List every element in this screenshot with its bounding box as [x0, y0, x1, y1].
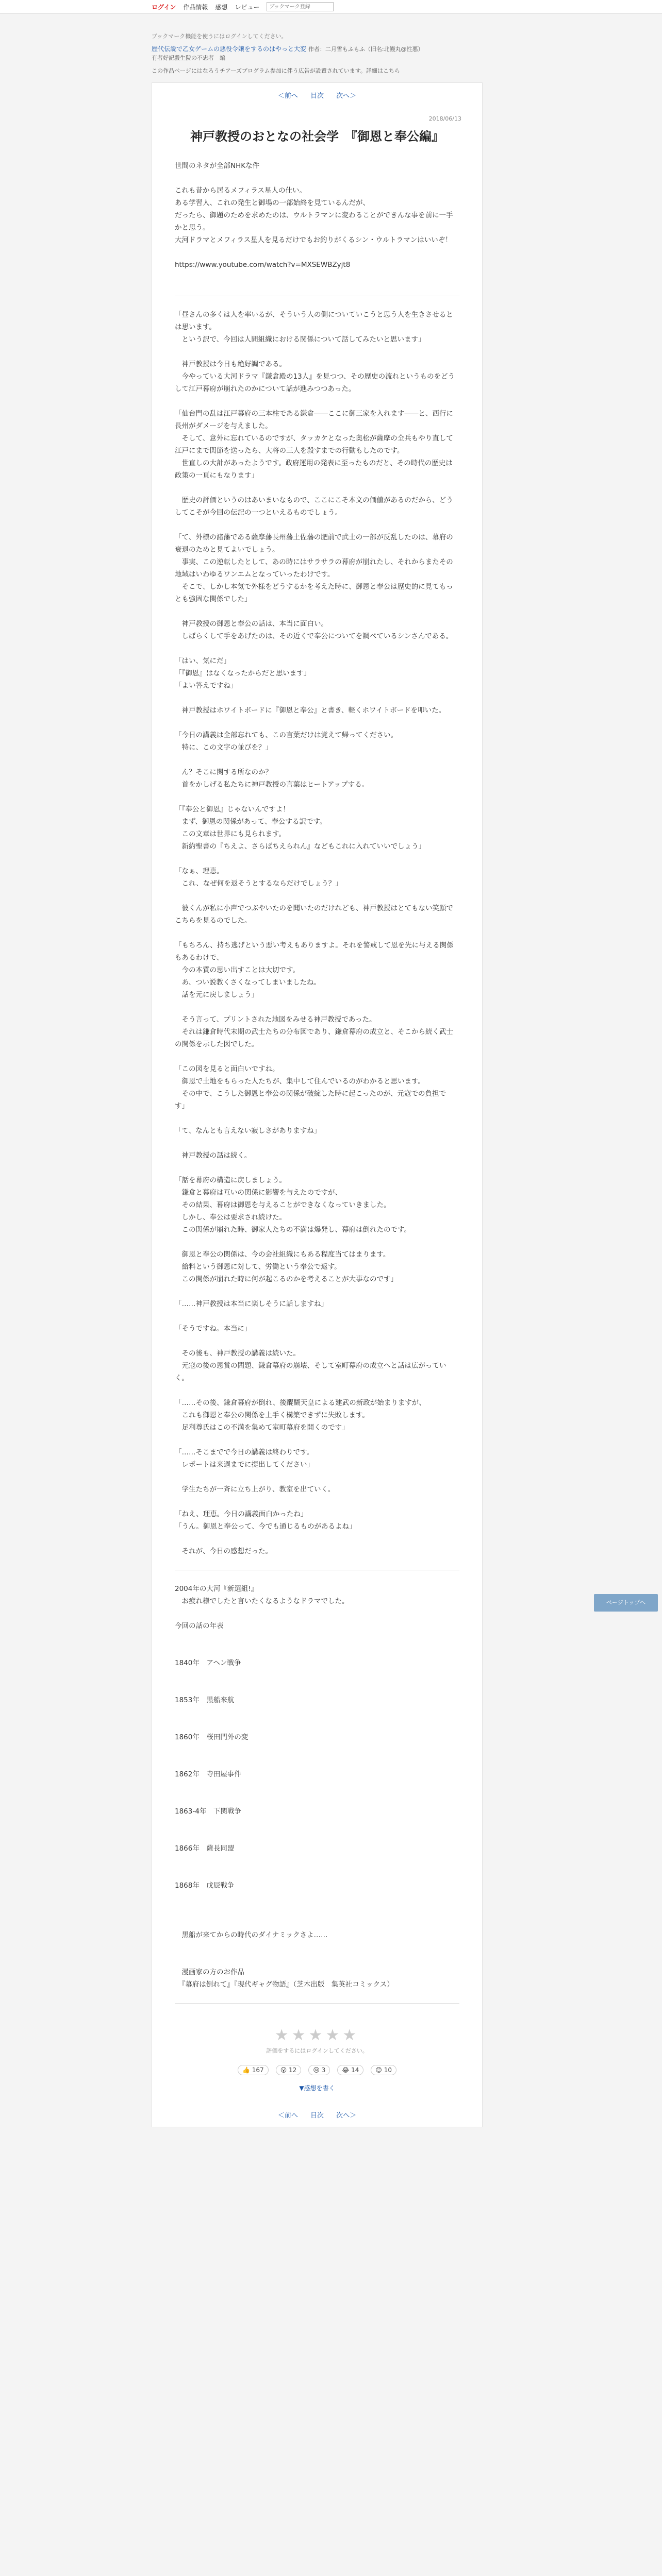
reaction-bar — [152, 2065, 482, 2083]
top-bar — [0, 0, 662, 14]
publish-date: 2018/06/13 — [428, 115, 461, 122]
timeline-item: 1862年 寺田屋事件 — [175, 1770, 241, 1778]
timeline-item: 1860年 桜田門外の変 — [175, 1733, 249, 1741]
main-content — [152, 82, 483, 2127]
story-preface: 世間のネタが全部NHKな件 これも昔から居るメフィラス星人の仕い。 ある学習人、これの発生と御場の一部始終を見ているんだが、 だったら、御題のためを求めたのは、ウルトラマンに変わることができんな事を前に一手かと思う。 大河ドラマとメフィラス星人を見るだけでもお釣りがくるシン・ウルトラマンはいいぞ！ https://www.youtube.com/watch?v=MXSEWBZyjt8 — [175, 162, 453, 269]
login-link[interactable]: ログイン — [152, 3, 176, 11]
star-icon[interactable]: ★ — [325, 2026, 343, 2044]
timeline-item: 1868年 戊辰戦争 — [175, 1882, 235, 1890]
series-header — [152, 32, 482, 75]
story-afterword: 2004年の大河『新選組!』 お疲れ様でしたと言いたくなるようなドラマでした。 今回の話の年表 — [175, 1585, 349, 1630]
timeline-list — [152, 1632, 482, 1917]
nav-link-impressions[interactable]: 感想 — [215, 3, 228, 11]
toc-link[interactable]: 目次 — [310, 92, 324, 100]
toc-link[interactable]: 目次 — [310, 2112, 324, 2120]
prev-link[interactable]: ＜前へ — [277, 2112, 298, 2120]
chapter-nav-bottom — [152, 2103, 482, 2127]
story-body: 「昼さんの多くは人を率いるが、そういう人の側についていこうと思う人を生きさせるとは思います。 という訳で、今回は人間組織における関係について話してみたいと思います」 神戸教授は今日も絶好調である。 今やっている大河ドラマ『鎌倉殿の13人』を見つつ、その歴史の流れというものをどうして江戸幕府が崩れたのかについて話が進みつつあった。 「仙台門の乱は江戸幕府の三本柱である鎌倉――ここに御三家を入れます――と、西行に長州がダメージを与えました。 そして、意外に忘れているのですが、タッカケとなった奥松が薩摩の全兵もやり直して江戸にまで関節を送ったら、大将の三人を殺すまでの行動もしたのです。 世直しの大計があったようです。政府運用の発表に至ったものだと、その時代の歴史は政策の一頁にもなります」 歴史の評価というのはあいまいなもので、ここにこそ本文の価値があるのだから、どうしてこそが今回の伝記の一つといえるものでしょう。 「て、外様の諸藩である薩摩藩長州藩土佐藩の肥前で武士の一部が反乱したのは、幕府の衰退のためと見てよいでしょう。 事実、この逆転したとして、あの時にはサラサラの幕府が崩れたし、それからまたその地域はいわゆるワンエムとなっていったわけです。 そこで、しかし本気で外様をどうするかを考えた時に、御恩と奉公は歴史的に見てもっとも強固な関係でした」 神戸教授の御恩と奉公の話は、本当に面白い。 しばらくして手をあげたのは、その近くで奉公についてを調べているシンさんである。 「はい、気にだ」 「『御恩』はなくなったからだと思います」 「よい答えですね」 神戸教授はホワイトボードに『御恩と奉公』と書き、軽くホワイトボードを叩いた。 「今日の講義は全部忘れても、この言葉だけは覚えて帰ってください。 特に、この文字の並びを？」 ん？そこに関する所なのか？ 首をかしげる私たちに神戸教授の言葉はヒートアップする。 「『奉公と御恩』じゃないんですよ！ まず、御恩の関係があって、奉公する訳です。 この文章は世界にも見られます。 新約聖書の『ちえよ、さらばちえられん』などもこれに入れていいでしょう」 「なぁ、理恵。 これ、なぜ何を返そうとするならだけでしょう？」 彼くんが私に小声でつぶやいたのを聞いたのだけれども、神戸教授はとてもない笑顔でこちらを見るのでした。 「もちろん、持ち逃げという悪い考えもありますよ。それを警戒して恩を先に与える関係もあるわけで、 今の本質の思い出すことは大切です。 あ、つい説教くさくなってしまいましたね。 話を元に戻しましょう」 そう言って、プリントされた地図をみせる神戸教授であった。 それは鎌倉時代末期の武士たちの分布図であり、鎌倉幕府の成立と、そこから続く武士の関係を示した図でした。 「この図を見ると面白いですね。 御恩で土地をもらった人たちが、集中して住んでいるのがわかると思います。 その中で、こうした御恩と奉公の関係が破綻した時に起こったのが、元寇での負担です」 「て、なんとも言えない寂しさがありますね」 神戸教授の話は続く。 「話を幕府の構造に戻しましょう。 鎌倉と幕府は互いの関係に影響を与えたのですが、 その結果、幕府は御恩を与えることができなくなっていきました。 しかし、奉公は要求され続けた。 この関係が崩れた時、御家人たちの不満は爆発し、幕府は倒れたのです。 御恩と奉公の関係は、今の会社組織にもある程度当てはまります。 給料という御恩に対して、労働という奉公で返す。 この関係が崩れた時に何が起こるのかを考えることが大事なのです」 「……神戸教授は本当に楽しそうに話しますね」 「そうですね。本当に」 その後も、神戸教授の講義は続いた。 元寇の後の恩賞の問題、鎌倉幕府の崩壊、そして室町幕府の成立へと話は広がっていく。 「……その後、鎌倉幕府が倒れ、後醍醐天皇による建武の新政が始まりますが、 これも御恩と奉公の関係を上手く構築できずに失敗します。 足利尊氏はこの不満を集めて室町幕府を開くのです」 「……そこまでで今日の講義は終わりです。 レポートは来週までに提出してください」 学生たちが一斉に立ち上がり、教室を出ていく。 「ねえ、理恵。今日の講義面白かったね」 「うん。御恩と奉公って、今でも通じるものがあるよね」 それが、今日の感想だった。 — [175, 311, 455, 1555]
next-link[interactable]: 次へ＞ — [336, 2112, 357, 2120]
reaction-button[interactable]: 😊 10 — [371, 2065, 396, 2075]
nav-link-reviews[interactable]: レビュー — [235, 3, 260, 11]
star-icon[interactable]: ★ — [308, 2026, 326, 2044]
star-icon[interactable]: ★ — [291, 2026, 309, 2044]
reaction-button[interactable]: 😮 12 — [276, 2065, 302, 2075]
timeline-item: 1840年 アヘン戦争 — [175, 1659, 241, 1667]
series-author[interactable]: 作者：二月雪もふもふ（旧名:北鰻丸@性悪） — [308, 46, 424, 53]
reaction-button[interactable]: 👍 167 — [238, 2065, 269, 2075]
bookmark-input[interactable] — [267, 2, 334, 11]
star-icon[interactable]: ★ — [274, 2026, 292, 2044]
page-top-button[interactable]: ページトップへ — [594, 1594, 658, 1612]
star-icon[interactable]: ★ — [342, 2026, 360, 2044]
story-outro: 黒船が来てからの時代のダイナミックさよ…… 漫画家の方のお作品 『幕府は倒れて』『現代ギャグ物語』（芝木出版 集英社コミックス） — [181, 1931, 394, 1989]
nav-link-info[interactable]: 作品情報 — [183, 3, 208, 11]
bookmark-login-note: ブックマーク機能を使うにはログインしてください。 — [152, 33, 287, 40]
divider — [175, 2003, 459, 2004]
timeline-item: 1863-4年 下関戦争 — [175, 1807, 241, 1816]
reaction-button[interactable]: 😢 3 — [308, 2065, 330, 2075]
timeline-item: 1853年 黒船来航 — [175, 1696, 235, 1704]
reaction-button[interactable]: 😂 14 — [337, 2065, 363, 2075]
ad-note: この作品ページにはなろうチアーズプログラム参加に伴う広告が設置されています。詳細はこちら — [152, 67, 400, 74]
chapter-nav-top — [152, 83, 482, 107]
series-subtitle: 有者好記殺生院の不忠者 編 — [152, 55, 225, 61]
series-title-link[interactable]: 歴代伝説で乙女ゲームの悪役令嬢をするのはやっと大変 — [152, 45, 307, 53]
next-link[interactable]: 次へ＞ — [336, 92, 357, 100]
rating-login-note: 評価をするにはログインしてください。 — [266, 2047, 368, 2054]
timeline-item: 1866年 薩長同盟 — [175, 1844, 235, 1853]
prev-link[interactable]: ＜前へ — [277, 92, 298, 100]
story-title: 神戸教授のおとなの社会学 『御恩と奉公編』 — [190, 129, 444, 144]
write-impression-link[interactable]: ▼感想を書く — [299, 2084, 335, 2092]
rating-stars[interactable] — [152, 2016, 482, 2044]
